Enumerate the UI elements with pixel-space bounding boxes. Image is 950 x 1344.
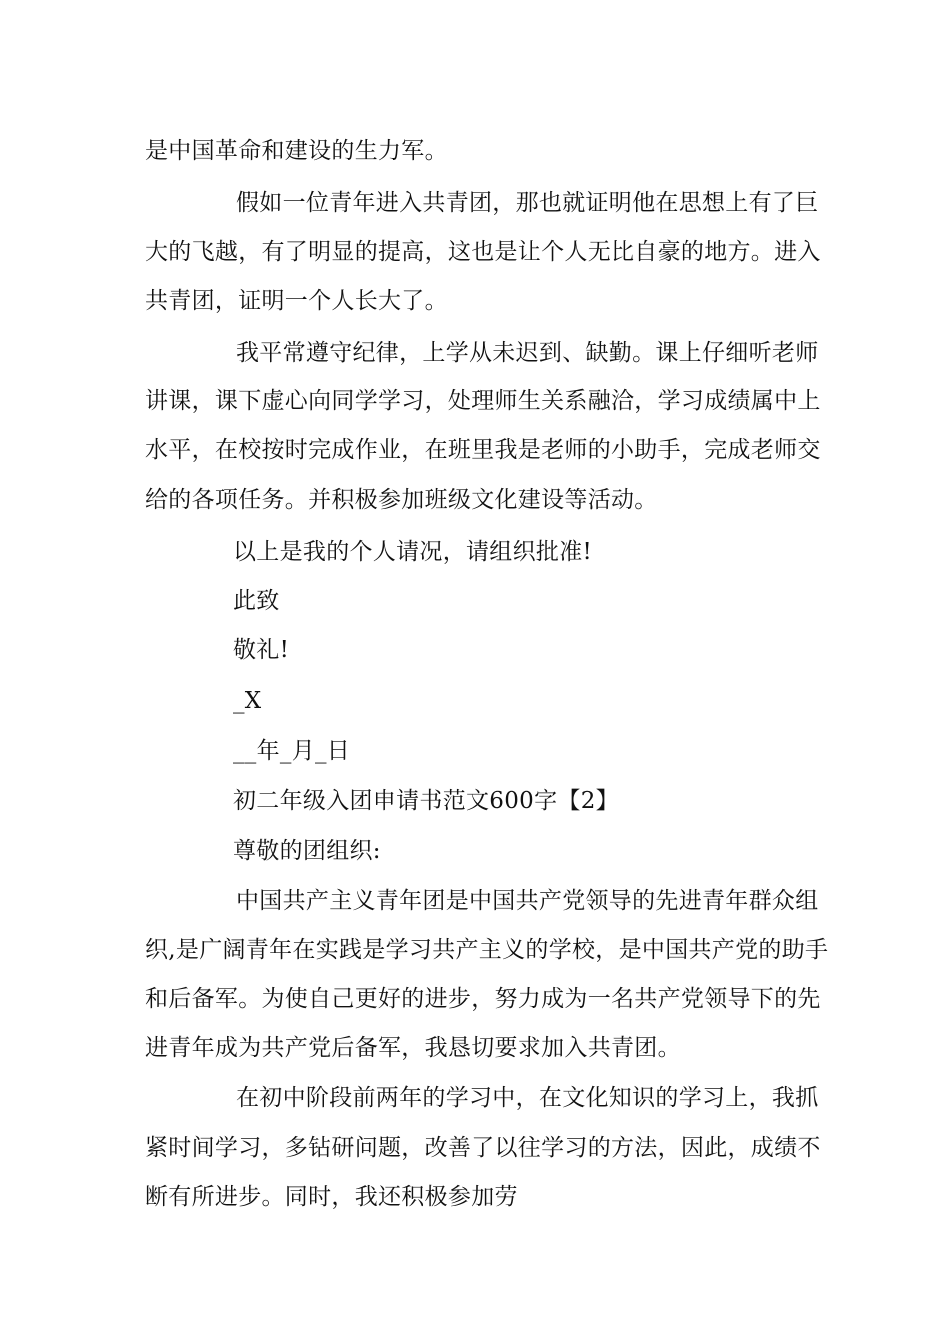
paragraph-line: 给的各项任务。并积极参加班级文化建设等活动。 [145, 487, 658, 513]
paragraph-line: 紧时间学习，多钻研问题，改善了以往学习的方法，因此，成绩不 [145, 1135, 821, 1161]
salutation-jingli: 敬礼! [233, 637, 290, 663]
paragraph-line: 假如一位青年进入共青团，那也就证明他在思想上有了巨 [236, 190, 819, 216]
paragraph-line: 织,是广阔青年在实践是学习共产主义的学校，是中国共产党的助手 [145, 937, 829, 963]
paragraph-line: 进青年成为共产党后备军，我恳切要求加入共青团。 [145, 1035, 681, 1061]
section-title: 初二年级入团申请书范文600字【2】 [233, 788, 619, 814]
paragraph-line: 大的飞越，有了明显的提高，这也是让个人无比自豪的地方。进入 [145, 239, 821, 265]
paragraph-line: 中国共产主义青年团是中国共产党领导的先进青年群众组 [236, 888, 819, 914]
greeting: 尊敬的团组织: [233, 838, 381, 864]
paragraph-line: 共青团，证明一个人长大了。 [145, 288, 448, 314]
date-placeholder: __年_月_日 [233, 738, 351, 764]
paragraph-line: 我平常遵守纪律，上学从未迟到、缺勤。课上仔细听老师 [236, 340, 819, 366]
paragraph-line: 在初中阶段前两年的学习中，在文化知识的学习上，我抓 [236, 1085, 819, 1111]
paragraph-line: 断有所进步。同时，我还积极参加劳 [145, 1184, 518, 1210]
paragraph-line: 和后备军。为使自己更好的进步，努力成为一名共产党领导下的先 [145, 986, 821, 1012]
paragraph-line: 是中国革命和建设的生力军。 [145, 138, 448, 164]
paragraph-line: 水平，在校按时完成作业，在班里我是老师的小助手，完成老师交 [145, 437, 821, 463]
paragraph-line: 讲课，课下虚心向同学学习，处理师生关系融洽，学习成绩属中上 [145, 388, 821, 414]
salutation-cizhi: 此致 [233, 588, 280, 614]
closing-request: 以上是我的个人请况，请组织批准! [233, 539, 593, 565]
signature-placeholder: _X [233, 688, 262, 714]
